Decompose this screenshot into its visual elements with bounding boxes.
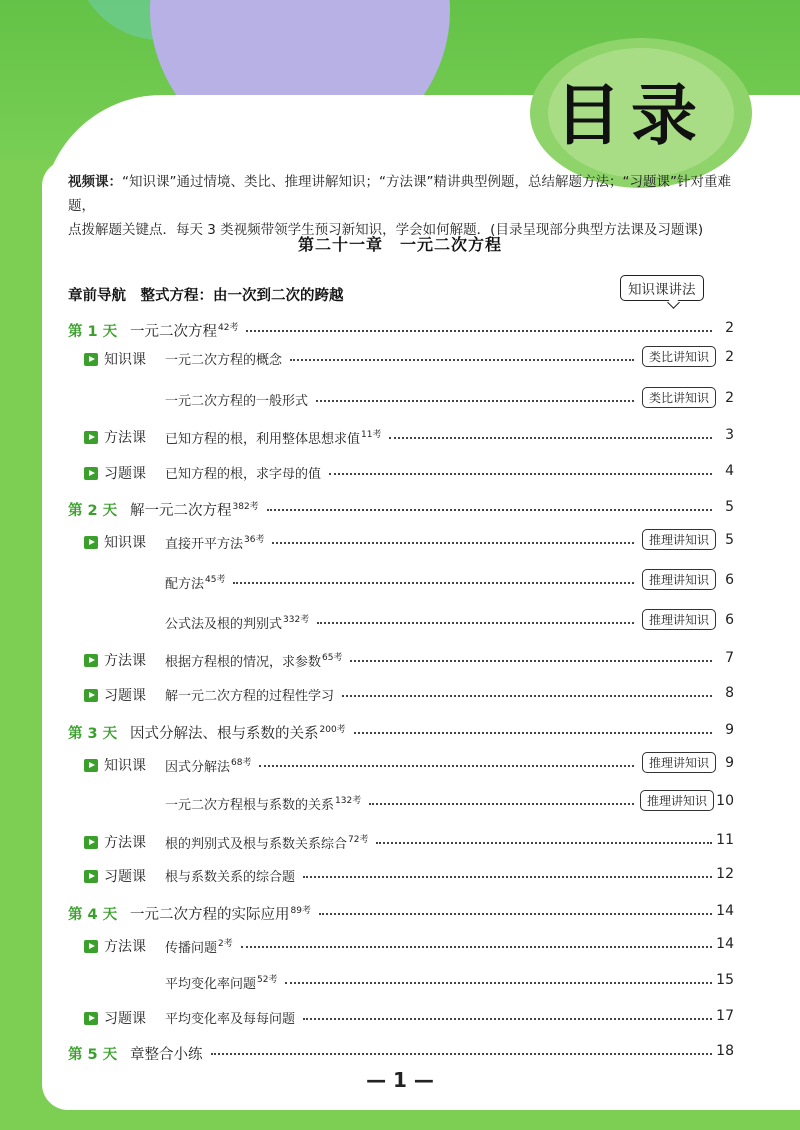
course-type: 习题课 (104, 688, 146, 704)
method-badge: 类比讲知识 (642, 346, 716, 367)
page-title: 目录 (555, 77, 707, 154)
toc-page-number: 3 (725, 427, 734, 443)
toc-page-number: 14 (716, 936, 734, 952)
topic (165, 755, 251, 775)
toc-day-row[interactable] (0, 499, 800, 525)
toc-day-row[interactable] (0, 903, 800, 929)
exam-count: 2考 (218, 939, 233, 949)
topic (165, 612, 309, 632)
dot-leader (316, 400, 634, 402)
toc-item-row[interactable] (0, 349, 800, 375)
topic-text: 根与系数关系的综合题 (165, 870, 296, 885)
course-type: 方法课 (104, 939, 146, 955)
day-title (130, 722, 346, 743)
method-badge: 推理讲知识 (642, 752, 716, 773)
exam-count: 68考 (231, 758, 252, 768)
dot-leader (303, 876, 712, 878)
exam-count: 332考 (283, 615, 310, 625)
exam-count: 36考 (244, 535, 265, 545)
topic-text: 平均变化率及每每问题 (165, 1012, 296, 1027)
topic-text: 因式分解法 (165, 760, 231, 775)
topic (165, 866, 295, 885)
topic (165, 572, 225, 592)
exam-count: 132考 (335, 796, 362, 806)
course-type: 方法课 (104, 653, 146, 669)
play-icon (84, 467, 98, 480)
topic-text: 一元二次方程的概念 (165, 353, 283, 368)
course-type: 方法课 (104, 835, 146, 851)
course-type: 习题课 (104, 1011, 146, 1027)
day-title-text: 一元二次方程的实际应用 (130, 907, 290, 923)
course-type: 知识课 (104, 758, 146, 774)
toc-page-number: 2 (725, 320, 734, 336)
topic (165, 972, 277, 992)
dot-leader (233, 582, 634, 584)
course-type: 知识课 (104, 535, 146, 551)
toc-page-number: 5 (725, 499, 734, 515)
play-icon (84, 870, 98, 883)
topic-text: 根的判别式及根与系数关系综合 (165, 837, 348, 852)
dot-leader (376, 842, 712, 844)
method-badge: 推理讲知识 (640, 790, 714, 811)
toc-page-number: 17 (716, 1008, 734, 1024)
day-title (130, 903, 311, 924)
dot-leader (259, 765, 634, 767)
topic-text: 已知方程的根，求字母的值 (165, 467, 322, 482)
toc-item-row[interactable] (0, 612, 800, 638)
dot-leader (342, 695, 712, 697)
topic (165, 463, 321, 482)
toc-item-row[interactable] (0, 866, 800, 892)
toc-page-number: 7 (725, 650, 734, 666)
topic (165, 532, 264, 552)
exam-count: 45考 (205, 575, 226, 585)
topic (165, 936, 233, 956)
method-badge: 类比讲知识 (642, 387, 716, 408)
dot-leader (285, 982, 712, 984)
course-type: 方法课 (104, 430, 146, 446)
toc-item-row[interactable] (0, 832, 800, 858)
dot-leader (329, 473, 712, 475)
topic-text: 已知方程的根，利用整体思想求值 (165, 432, 361, 447)
play-icon (84, 1012, 98, 1025)
day-label: 第 5 天 (68, 1047, 118, 1063)
toc-day-row[interactable] (0, 722, 800, 748)
toc-page-number: 12 (716, 866, 734, 882)
page-number: — 1 — (366, 1068, 434, 1092)
topic (165, 427, 381, 447)
day-label: 第 3 天 (68, 726, 118, 742)
toc-item-row[interactable] (0, 685, 800, 711)
day-title-text: 一元二次方程 (130, 324, 217, 340)
toc-item-row[interactable] (0, 755, 800, 781)
play-icon (84, 759, 98, 772)
exam-count: 200考 (319, 725, 346, 735)
topic (165, 685, 334, 704)
toc-page-number: 10 (716, 793, 734, 809)
dot-leader (350, 660, 712, 662)
toc-page-number: 2 (725, 390, 734, 406)
topic-text: 公式法及根的判别式 (165, 617, 283, 632)
chapter-title: 第二十一章 一元二次方程 (297, 235, 502, 254)
toc-page-number: 2 (725, 349, 734, 365)
toc-item-row[interactable] (0, 1008, 800, 1034)
day-title-text: 章整合小练 (130, 1047, 203, 1063)
day-label: 第 1 天 (68, 324, 118, 340)
day-title-text: 解一元二次方程 (130, 503, 232, 519)
exam-count: 382考 (232, 502, 259, 512)
toc-page-number: 15 (716, 972, 734, 988)
toc-page-number: 4 (725, 463, 734, 479)
topic (165, 832, 368, 852)
course-type: 习题课 (104, 466, 146, 482)
toc-page-number: 11 (716, 832, 734, 848)
dot-leader (317, 622, 634, 624)
topic-text: 直接开平方法 (165, 537, 244, 552)
topic-text: 一元二次方程根与系数的关系 (165, 798, 335, 813)
course-type: 习题课 (104, 869, 146, 885)
topic-text: 解一元二次方程的过程性学习 (165, 689, 335, 704)
day-label: 第 4 天 (68, 907, 118, 923)
chapter-nav[interactable]: 章前导航 整式方程：由一次到二次的跨越 (68, 288, 344, 304)
method-badge: 推理讲知识 (642, 529, 716, 550)
nav-tag: 知识课讲法 (620, 275, 704, 301)
dot-leader (211, 1053, 713, 1055)
toc-day-row[interactable] (0, 320, 800, 346)
dot-leader (369, 803, 634, 805)
toc-page-number: 6 (725, 572, 734, 588)
day-label: 第 2 天 (68, 503, 118, 519)
exam-count: 72考 (348, 835, 369, 845)
topic-text: 一元二次方程的一般形式 (165, 394, 309, 409)
exam-count: 42考 (218, 323, 239, 333)
toc-page-number: 5 (725, 532, 734, 548)
method-badge: 推理讲知识 (642, 609, 716, 630)
topic (165, 390, 308, 409)
exam-count: 11考 (361, 430, 382, 440)
dot-leader (272, 542, 634, 544)
topic (165, 793, 361, 813)
intro-text-1: “知识课”通过情境、类比、推理讲解知识；“方法课”精讲典型例题，总结解题方法；“习题课”针对重难题， (68, 174, 731, 214)
play-icon (84, 836, 98, 849)
dot-leader (267, 509, 712, 511)
play-icon (84, 431, 98, 444)
day-title (130, 320, 238, 341)
toc-page-number: 6 (725, 612, 734, 628)
exam-count: 52考 (257, 975, 278, 985)
dot-leader (246, 330, 712, 332)
dot-leader (290, 359, 634, 361)
toc-day-row[interactable] (0, 1043, 800, 1069)
toc-item-row[interactable] (0, 463, 800, 489)
topic-text: 根据方程根的情况，求参数 (165, 655, 322, 670)
dot-leader (303, 1018, 712, 1020)
toc-item-row[interactable] (0, 572, 800, 598)
toc-item-row[interactable] (0, 972, 800, 998)
toc-item-row[interactable] (0, 650, 800, 676)
dot-leader (319, 913, 712, 915)
intro-text-2: 点拨解题关键点．每天 3 类视频带领学生预习新知识，学会如何解题．(目录呈现部分典型方法课及习题课) (68, 222, 704, 238)
dot-leader (354, 732, 712, 734)
topic (165, 349, 282, 368)
play-icon (84, 353, 98, 366)
toc-page-number: 14 (716, 903, 734, 919)
day-title (130, 499, 259, 520)
toc-item-row[interactable] (0, 532, 800, 558)
toc-page-number: 18 (716, 1043, 734, 1059)
day-title (130, 1043, 203, 1064)
topic (165, 1008, 295, 1027)
toc-item-row[interactable] (0, 936, 800, 962)
topic-text: 配方法 (165, 577, 205, 592)
toc-item-row[interactable] (0, 427, 800, 453)
topic-text: 平均变化率问题 (165, 977, 257, 992)
toc-page-number: 9 (725, 755, 734, 771)
play-icon (84, 654, 98, 667)
play-icon (84, 940, 98, 953)
exam-count: 65考 (322, 653, 343, 663)
toc-item-row[interactable] (0, 793, 800, 819)
toc-page-number: 8 (725, 685, 734, 701)
play-icon (84, 536, 98, 549)
topic-text: 传播问题 (165, 941, 218, 956)
day-title-text: 因式分解法、根与系数的关系 (130, 726, 319, 742)
course-type: 知识课 (104, 352, 146, 368)
toc-page-number: 9 (725, 722, 734, 738)
play-icon (84, 689, 98, 702)
intro-line-1 (68, 170, 748, 218)
method-badge: 推理讲知识 (642, 569, 716, 590)
dot-leader (241, 946, 712, 948)
toc-item-row[interactable] (0, 390, 800, 416)
dot-leader (389, 437, 712, 439)
exam-count: 89考 (290, 906, 311, 916)
topic (165, 650, 342, 670)
intro-label: 视频课： (68, 174, 122, 190)
